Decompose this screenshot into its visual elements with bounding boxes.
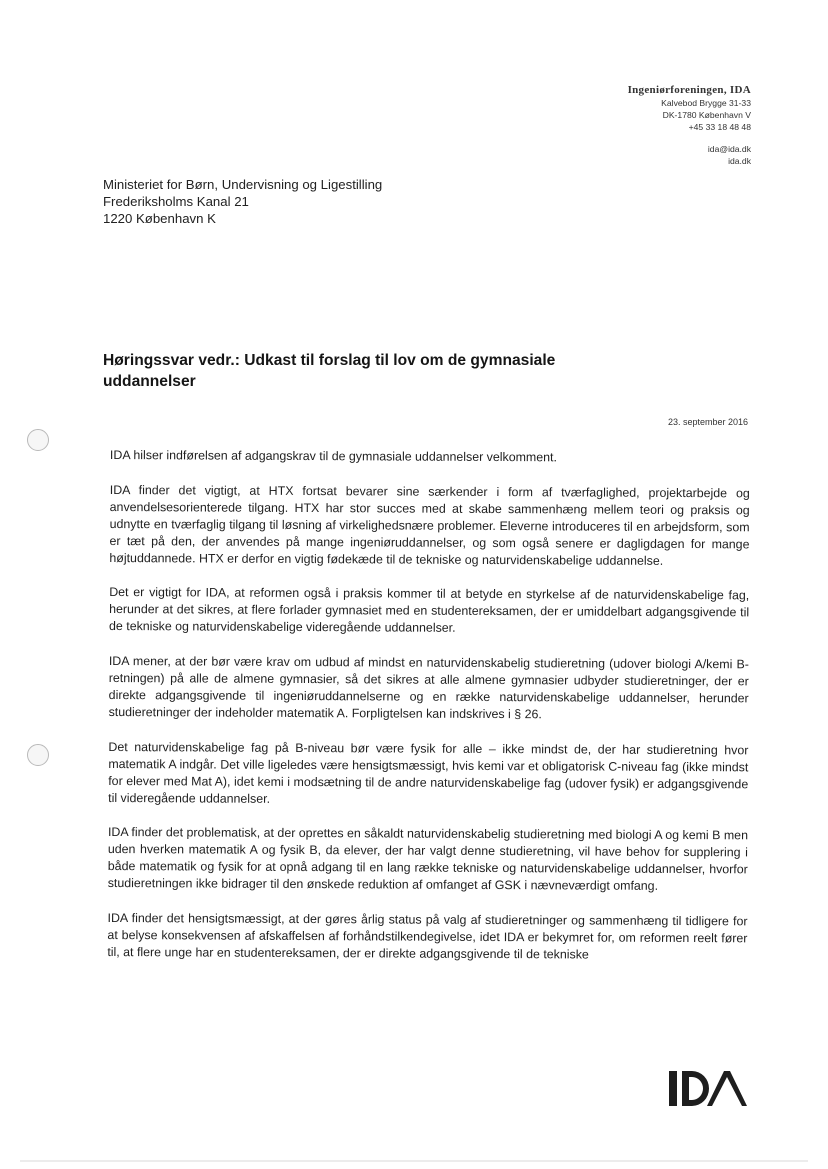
letter-date: 23. september 2016 [667, 417, 748, 427]
letter-body [107, 447, 750, 982]
body-paragraph: IDA finder det problematisk, at der oprettes en såkaldt naturvidenskabelig studieretning med biologi A og kemi B men uden hverken matematik A og fysik B, da elever, der har valgt denne studieretning, vil have behov for supplering i både matematik og fysik for at opnå adgang til en lang række tekniske og naturvidenskabelige uddannelser, hvorfor studieretningen ikke bidrager til den ønskede reduktion af omfanget af GSK i nævneværdigt omfang. [107, 825, 749, 894]
sender-block [628, 84, 751, 167]
body-paragraph: IDA finder det vigtigt, at HTX fortsat bevarer sine særkender i form af tværfaglighed, projektarbejde og anvendelsesorienterede tilgang. HTX har stor succes med at skabe sammenhæng mellem teori og praksis og udnytte en tværfaglig tilgang til løsning af virkelighedsnære problemer. Eleverne introduceres til en arbejdsform, som er tæt på den, der anvendes på mange ingeniøruddannelser, og som også senere er dagligdagen for mange højtuddannede. HTX er derfor en vigtig fødekæde til de tekniske og naturvidenskabelige uddannelse. [109, 482, 750, 568]
page-bottom-edge [20, 1160, 808, 1162]
sender-email: ida@ida.dk [707, 144, 751, 154]
punch-hole [27, 744, 49, 766]
recipient-line: Frederiksholms Kanal 21 [103, 194, 249, 209]
recipient-address [103, 176, 382, 227]
recipient-line: 1220 København K [103, 211, 216, 226]
body-paragraph: IDA mener, at der bør være krav om udbud af mindst en naturvidenskabelig studieretning (udover biologi A/kemi B-retningen) på alle de almene gymnasier, så det sikres at alle almene gymnasier udbyder studieretninger, der er direkte adgangsgivende til ingeniøruddannelserne og en række naturvidenskabelige uddannelser, herunder studieretninger der indeholder matematik A. Forpligtelsen kan indskrives i § 26. [108, 654, 749, 722]
sender-organization: Ingeniørforeningen, IDA [627, 84, 751, 96]
sender-website: ida.dk [728, 156, 751, 166]
recipient-line: Ministeriet for Børn, Undervisning og Ligestilling [103, 177, 383, 192]
body-paragraph: Det er vigtigt for IDA, at reformen også i praksis kommer til at betyde en styrkelse af de naturvidenskabelige fag, herunder at det sikres, at flere forlader gymnasiet med en studentereksamen, der er umiddelbart adgangsgivende til de tekniske og naturvidenskabelige videregående uddannelser. [109, 585, 750, 636]
sender-address-line: Kalvebod Brygge 31-33 [661, 98, 751, 108]
letter-title: Høringssvar vedr.: Udkast til forslag til lov om de gymnasiale uddannelser [103, 352, 556, 390]
sender-address-line: DK-1780 København V [662, 110, 751, 120]
punch-hole [27, 429, 49, 451]
ida-logo [668, 1068, 750, 1108]
body-paragraph: IDA hilser indførelsen af adgangskrav til de gymnasiale uddannelser velkomment. [109, 448, 557, 465]
body-paragraph: Det naturvidenskabelige fag på B-niveau bør være fysik for alle – ikke mindst de, der har studieretning hvor matematik A indgår. Det ville ligeledes være hensigtsmæssigt, hvis kemi var et obligatorisk C-niveau fag (ikke mindst for elever med Mat A), idet kemi i modsætning til de andre naturvidenskabelige fag (udover fysik) er adgangsgivende til videregående uddannelser. [108, 739, 749, 806]
body-paragraph: IDA finder det hensigtsmæssigt, at der gøres årlig status på valg af studieretninger og sammenhæng til tidligere for at belyse konsekvensen af afskaffelsen af forhåndstilkendegivelse, idet IDA er bekymret for, om reformen reelt fører til, at flere unge har en studentereksamen, der er direkte adgangsgivende til de tekniske [107, 911, 748, 962]
sender-phone: +45 33 18 48 48 [688, 122, 751, 132]
